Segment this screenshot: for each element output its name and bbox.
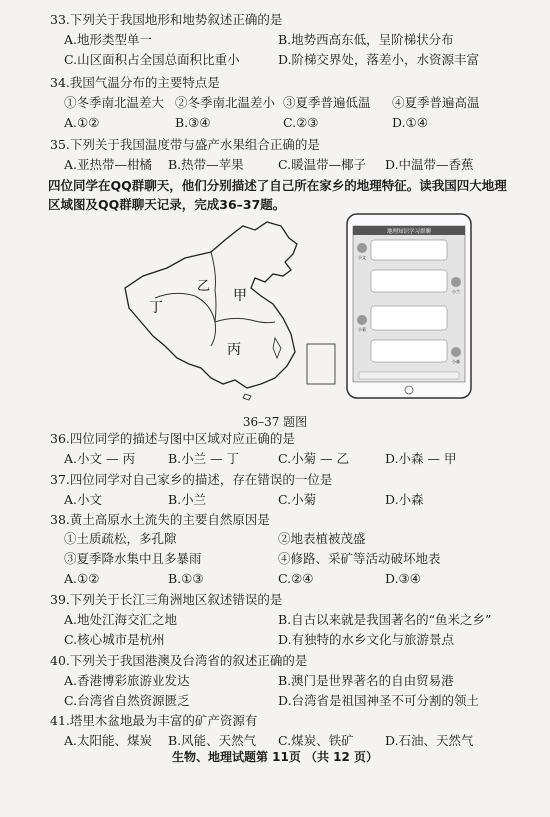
q41-option-c: C.煤炭、铁矿 bbox=[278, 733, 354, 748]
china-regions-map bbox=[115, 218, 345, 403]
qq-chat-phone bbox=[345, 212, 473, 400]
chat-bubble-1 bbox=[371, 240, 447, 260]
page-footer: 生物、地理试题第 11页 （共 12 页） bbox=[171, 750, 379, 764]
chat-input-box bbox=[359, 372, 459, 379]
q34-option-d: D.①④ bbox=[392, 115, 428, 130]
q33-option-d: D.阶梯交界处，落差小，水资源丰富 bbox=[278, 52, 480, 67]
q34-statement-3: ③夏季普遍低温 bbox=[283, 95, 371, 110]
south-sea-inset bbox=[307, 344, 335, 384]
q35-option-c: C.暖温带—椰子 bbox=[278, 157, 367, 172]
q33-option-a: A.地形类型单一 bbox=[64, 32, 153, 47]
q34-statement-1: ①冬季南北温差大 bbox=[64, 95, 165, 110]
region-label-yi: 乙 bbox=[197, 279, 211, 294]
region-boundary-west bbox=[155, 293, 216, 346]
q34-stem: 34.我国气温分布的主要特点是 bbox=[50, 75, 220, 90]
chat-bubble-4 bbox=[371, 340, 447, 362]
figure-caption: 36–37 题图 bbox=[242, 415, 308, 429]
q40-option-b: B.澳门是世界著名的自由贸易港 bbox=[278, 673, 454, 688]
chat-bubble-2 bbox=[371, 270, 447, 292]
q38-statement-3: ③夏季降水集中且多暴雨 bbox=[64, 551, 202, 566]
region-boundary-south bbox=[215, 318, 275, 322]
q40-option-a: A.香港博彩旅游业发达 bbox=[64, 673, 190, 688]
q41-option-d: D.石油、天然气 bbox=[385, 733, 474, 748]
region-label-jia: 甲 bbox=[233, 288, 247, 304]
q40-option-d: D.台湾省是祖国神圣不可分割的领土 bbox=[278, 693, 480, 708]
q38-option-a: A.①② bbox=[64, 571, 100, 586]
q37-option-d: D.小森 bbox=[385, 492, 424, 507]
q38-option-c: C.②④ bbox=[278, 571, 314, 586]
q36-option-a: A.小文 — 丙 bbox=[64, 451, 135, 466]
q39-option-c: C.核心城市是杭州 bbox=[64, 632, 165, 647]
chat-bubble-3 bbox=[371, 306, 447, 330]
q37-option-b: B.小兰 bbox=[168, 492, 207, 507]
avatar-3 bbox=[357, 315, 367, 325]
q38-statement-2: ②地表植被茂盛 bbox=[278, 531, 366, 546]
chat-name-1: 小文 bbox=[358, 255, 366, 260]
q37-stem: 37.四位同学对自己家乡的描述，存在错误的一位是 bbox=[50, 472, 333, 487]
chat-name-4: 小森 bbox=[452, 359, 460, 364]
chat-name-3: 小菊 bbox=[358, 327, 366, 332]
q35-stem: 35.下列关于我国温度带与盛产水果组合正确的是 bbox=[50, 137, 320, 152]
q38-option-b: B.①③ bbox=[168, 571, 204, 586]
q41-option-a: A.太阳能、煤炭 bbox=[64, 733, 153, 748]
q35-option-b: B.热带—苹果 bbox=[168, 157, 244, 172]
q37-option-a: A.小文 bbox=[64, 492, 103, 507]
q41-option-b: B.风能、天然气 bbox=[168, 733, 257, 748]
q39-option-d: D.有独特的水乡文化与旅游景点 bbox=[278, 632, 455, 647]
avatar-1 bbox=[357, 243, 367, 253]
q38-stem: 38.黄土高原水土流失的主要自然原因是 bbox=[50, 512, 270, 527]
material-intro: 四位同学在QQ群聊天，他们分别描述了自己所在家乡的地理特征。读我国四大地理区域图及QQ群聊天记录，完成36–37题。 bbox=[48, 178, 507, 212]
q39-option-b: B.自古以来就是我国著名的“鱼米之乡” bbox=[278, 612, 492, 627]
region-label-ding: 丁 bbox=[149, 300, 163, 316]
q38-option-d: D.③④ bbox=[385, 571, 421, 586]
chat-title: 地理知识学习群聊 bbox=[386, 229, 432, 235]
q36-option-b: B.小兰 — 丁 bbox=[168, 451, 240, 466]
hainan-island bbox=[243, 394, 251, 400]
q34-option-a: A.①② bbox=[64, 115, 100, 130]
q33-option-b: B.地势西高东低，呈阶梯状分布 bbox=[278, 32, 454, 47]
q41-stem: 41.塔里木盆地最为丰富的矿产资源有 bbox=[50, 713, 258, 728]
q38-statement-4: ④修路、采矿等活动破坏地表 bbox=[278, 551, 441, 566]
q39-stem: 39.下列关于长江三角洲地区叙述错误的是 bbox=[50, 592, 283, 607]
chat-name-2: 小兰 bbox=[452, 289, 460, 294]
q34-statement-4: ④夏季普遍高温 bbox=[392, 95, 480, 110]
region-label-bing: 丙 bbox=[227, 342, 241, 358]
q40-stem: 40.下列关于我国港澳及台湾省的叙述正确的是 bbox=[50, 653, 308, 668]
q34-option-c: C.②③ bbox=[283, 115, 319, 130]
q33-stem: 33.下列关于我国地形和地势叙述正确的是 bbox=[50, 12, 283, 27]
q35-option-d: D.中温带—香蕉 bbox=[385, 157, 474, 172]
q37-option-c: C.小菊 bbox=[278, 492, 317, 507]
q39-option-a: A.地处江海交汇之地 bbox=[64, 612, 178, 627]
q40-option-c: C.台湾省自然资源匮乏 bbox=[64, 693, 190, 708]
taiwan-island bbox=[273, 338, 281, 358]
q36-option-c: C.小菊 — 乙 bbox=[278, 451, 350, 466]
q34-option-b: B.③④ bbox=[175, 115, 211, 130]
q38-statement-1: ①土质疏松，多孔隙 bbox=[64, 531, 177, 546]
q36-stem: 36.四位同学的描述与图中区域对应正确的是 bbox=[50, 431, 295, 446]
q35-option-a: A.亚热带—柑橘 bbox=[64, 157, 153, 172]
q34-statement-2: ②冬季南北温差小 bbox=[175, 95, 276, 110]
avatar-2 bbox=[451, 277, 461, 287]
avatar-4 bbox=[451, 347, 461, 357]
q36-option-d: D.小森 — 甲 bbox=[385, 451, 457, 466]
q33-option-c: C.山区面积占全国总面积比重小 bbox=[64, 52, 240, 67]
